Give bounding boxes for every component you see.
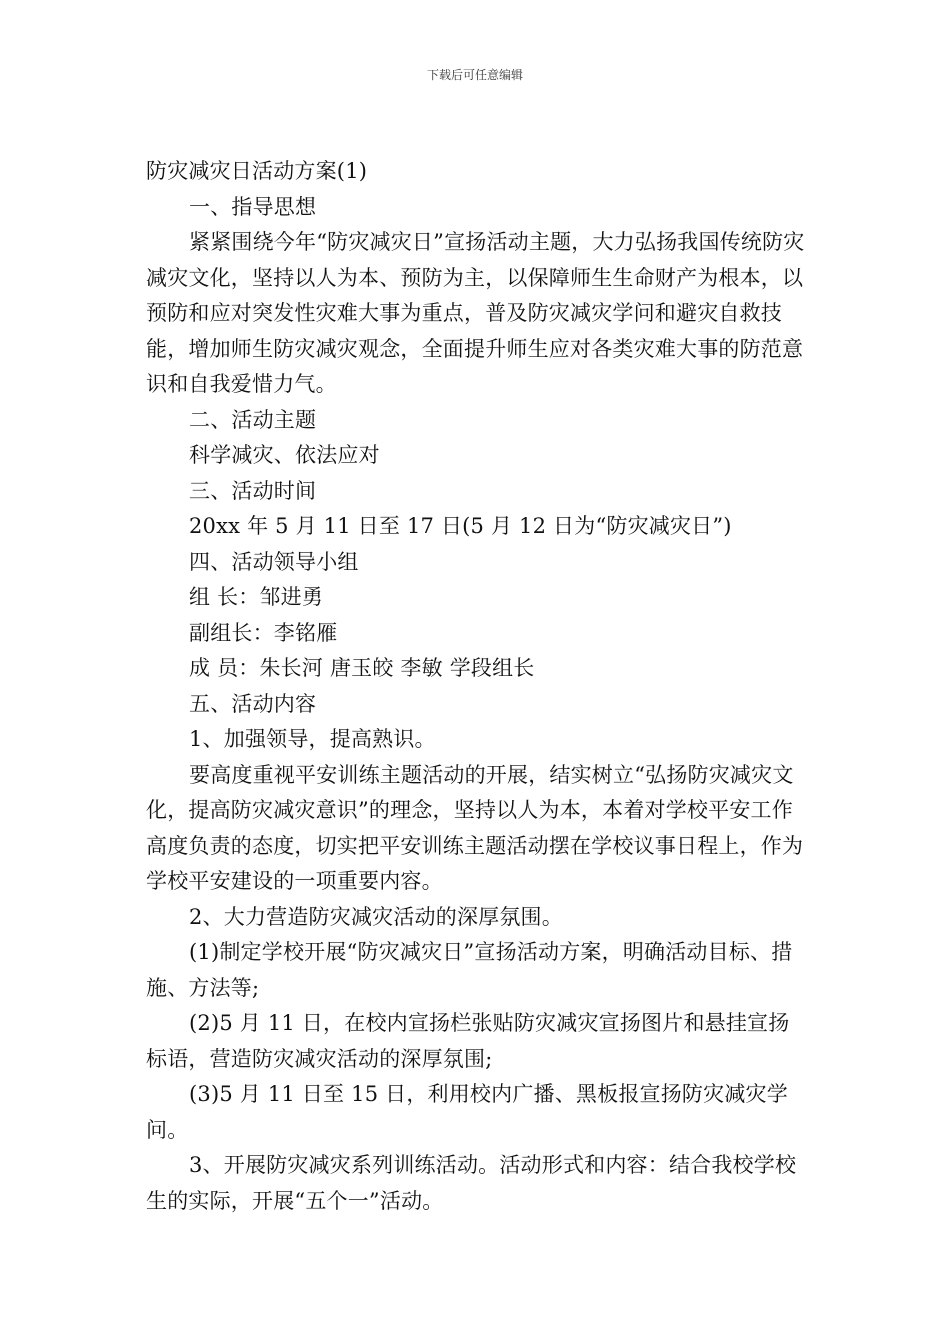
paragraph-guiding-idea: 紧紧围绕今年“防灾减灾日”宣扬活动主题，大力弘扬我国传统防灾减灾文化，坚持以人为本、预防为主，以保障师生生命财产为根本，以预防和应对突发性灾难大事为重点，普及防灾减灾学问和避灾自救技能，增加师生防灾减灾观念，全面提升师生应对各类灾难大事的防范意识和自我爱惜力气。 — [146, 230, 805, 396]
section-heading-4: 四、活动领导小组 — [189, 549, 359, 574]
paragraph-members: 成 员：朱长河 唐玉皎 李敏 学段组长 — [189, 656, 535, 680]
list-item-2: (2)5 月 11 日，在校内宣扬栏张贴防灾减灾宣扬图片和悬挂宣扬标语，营造防灾减灾活动的深厚氛围; — [146, 1011, 790, 1071]
subheading-2: 2、大力营造防灾减灾活动的深厚氛围。 — [189, 904, 563, 929]
paragraph-leader: 组 长：邹进勇 — [189, 585, 324, 609]
section-heading-3: 三、活动时间 — [189, 478, 317, 503]
list-item-1: (1)制定学校开展“防灾减灾日”宣扬活动方案，明确活动目标、措施、方法等; — [146, 940, 793, 1000]
document-title: 防灾减灾日活动方案(1) — [146, 159, 368, 183]
paragraph-leadership: 要高度重视平安训练主题活动的开展，结实树立“弘扬防灾减灾文化，提高防灾减灾意识”的理念，坚持以人为本，本着对学校平安工作高度负责的态度，切实把平安训练主题活动摆在学校议事日程上，作为学校平安建设的一项重要内容。 — [146, 762, 804, 893]
subheading-3: 3、开展防灾减灾系列训练活动。活动形式和内容：结合我校学校生的实际，开展“五个一”活动。 — [146, 1153, 797, 1213]
document-body — [146, 154, 810, 1219]
subheading-1: 1、加强领导，提高熟识。 — [189, 727, 436, 751]
paragraph-deputy-leader: 副组长：李铭雁 — [189, 620, 338, 645]
section-heading-5: 五、活动内容 — [189, 691, 317, 716]
paragraph-time: 20xx 年 5 月 11 日至 17 日(5 月 12 日为“防灾减灾日”) — [189, 514, 732, 538]
section-heading-1: 一、指导思想 — [189, 194, 317, 219]
section-heading-2: 二、活动主题 — [189, 407, 317, 432]
paragraph-theme: 科学减灾、依法应对 — [189, 443, 380, 467]
page-header-note: 下载后可任意编辑 — [426, 68, 523, 82]
list-item-3: (3)5 月 11 日至 15 日，利用校内广播、黑板报宣扬防灾减灾学问。 — [146, 1082, 788, 1142]
